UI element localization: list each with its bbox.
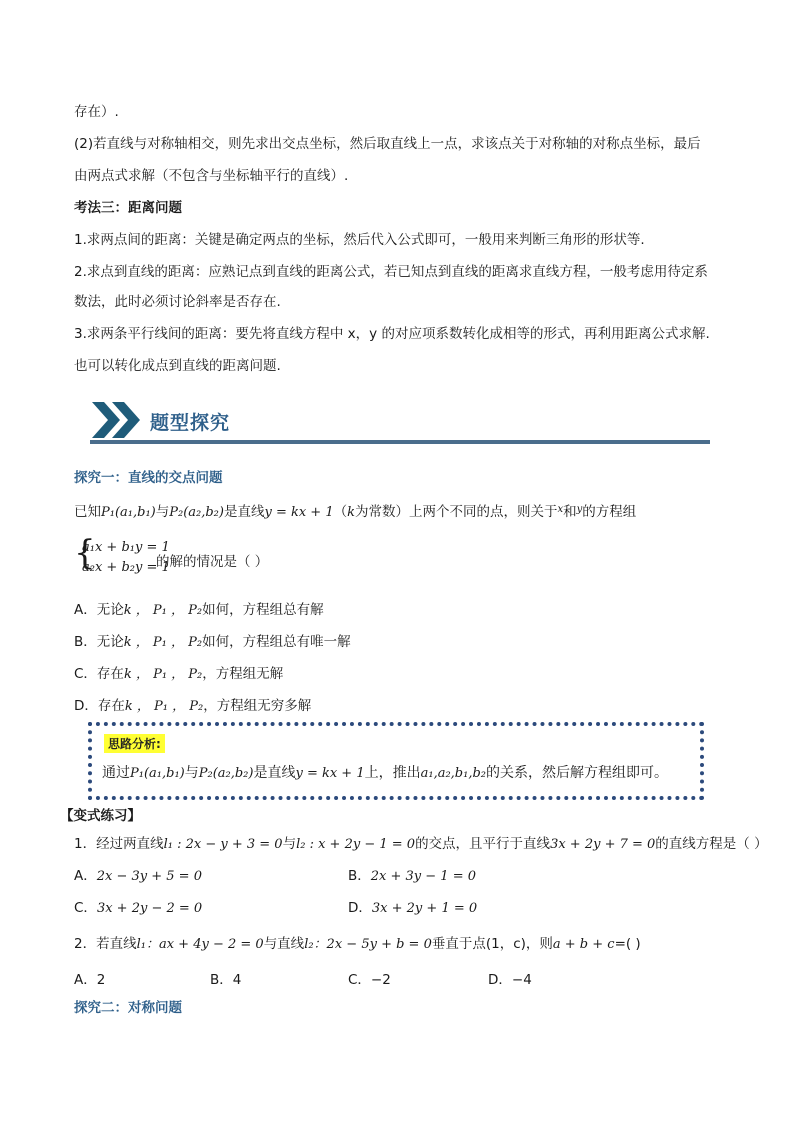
q-text: 已知 [74,504,101,520]
option-label: D． [348,900,372,916]
banner-rule [90,440,710,444]
hint-fragment: 是直线 [253,765,296,781]
explore1-question [74,500,636,523]
line-l2: l₂ : x + 2y − 1 = 0 [296,837,416,852]
option-label: B． [348,868,371,884]
line-equation: y = kx + 1 [264,505,334,520]
q2-option-d: D．−4 [488,972,532,988]
option-label: C． [74,900,97,916]
variant-q2 [74,934,641,955]
option-eq: 2x − 3y + 5 = 0 [96,869,202,884]
q1-text: 与 [282,836,297,852]
option-text: 如何，方程组总有解 [202,602,324,618]
option-text: 如何，方程组总有唯一解 [202,634,351,650]
point-p1: P₁(a₁,b₁) [101,505,156,520]
q2-text: 与直线 [263,936,305,952]
q1-option-a [74,866,202,887]
hint-vars: a₁,a₂,b₁,b₂ [420,766,486,781]
method3-p3a: 3.求两条平行线间的距离：要先将直线方程中 x，y 的对应项系数转化成相等的形式，再利用距离公式求解. [74,326,710,342]
q-text: 的方程组 [582,504,637,520]
q-text: 与 [155,504,170,520]
system-eq-2: a₂x + b₂y = 1 [82,560,170,575]
option-vars: k ， P₁ ， P₂ [124,699,204,714]
q-text: （ [333,504,348,520]
intro-line-3: 由两点式求解（不包含与坐标轴平行的直线）. [74,168,349,184]
system-question-tail: 的解的情况是（ ） [156,554,269,570]
hint-fragment: 与 [184,765,199,781]
hint-label: 思路分析: [104,734,165,753]
q-text: 为常数）上两个不同的点，则关于 [355,504,558,520]
hint-fragment: 通过 [102,765,130,781]
method3-p2a: 2.求点到直线的距离：应熟记点到直线的距离公式，若已知点到直线的距离求直线方程，一般考虑用待定系 [74,264,708,280]
method3-p1: 1.求两点间的距离：关键是确定两点的坐标，然后代入公式即可，一般用来判断三角形的形状等. [74,232,645,248]
hint-fragment: 上，推出 [364,765,421,781]
q1-text: 的交点，且平行于直线 [415,836,551,852]
var-k: k [347,505,355,520]
sum-expr: a + b + c [552,937,615,952]
point-p2: P₂(a₂,b₂) [169,505,224,520]
option-vars: k ， P₁ ， P₂ [123,635,203,650]
q2-option-c: C．−2 [348,972,391,988]
option-label: B．无论 [74,634,124,650]
option-text: ，方程组无穷多解 [203,698,312,714]
line-l3: 3x + 2y + 7 = 0 [550,837,656,852]
line-l1: l₁：ax + 4y − 2 = 0 [136,937,264,952]
option-label: A．无论 [74,602,124,618]
intro-line-1: 存在）. [74,104,119,120]
method3-p3b: 也可以转化成点到直线的距离问题. [74,358,281,374]
variant-q1 [74,834,768,855]
point-p2: P₂(a₂,b₂) [198,766,254,781]
line-equation: y = kx + 1 [295,766,365,781]
variant-heading: 【变式练习】 [60,808,141,824]
option-text: ，方程组无解 [202,666,284,682]
intro-line-2: (2)若直线与对称轴相交，则先求出交点坐标，然后取直线上一点，求该点关于对称轴的对称点坐标，最后 [74,136,701,152]
q1-option-b [348,866,476,887]
option-label: D．存在 [74,698,125,714]
brace: { [74,533,96,573]
hint-text [102,762,668,782]
q1-text: 的直线方程是（ ） [655,836,768,852]
q2-text: =( ) [614,936,641,952]
q1-option-d [348,898,477,919]
option-vars: k ， P₁ ， P₂ [123,667,203,682]
option-eq: 3x + 2y − 2 = 0 [96,901,203,916]
q2-option-a: A．2 [74,972,106,988]
explore2-heading: 探究二：对称问题 [74,1000,182,1016]
q2-text: 垂直于点(1，c)，则 [431,936,553,952]
q2-option-b: B．4 [210,972,242,988]
q1-text: 1．经过两直线 [74,836,164,852]
q-text: 和 [563,504,577,520]
method3-heading: 考法三：距离问题 [74,200,182,216]
method3-p2b: 数法，此时必须讨论斜率是否存在. [74,294,281,310]
hint-fragment: 的关系，然后解方程组即可。 [486,765,668,781]
option-a [74,600,324,621]
option-eq: 2x + 3y − 1 = 0 [370,869,476,884]
option-d [74,696,311,717]
option-b [74,632,351,653]
option-label: A． [74,868,97,884]
var-y: y [576,504,583,515]
system-eq-1: a₁x + b₁y = 1 [82,540,170,555]
banner-title: 题型探究 [150,412,231,434]
var-x: x [557,504,564,515]
double-chevron-icon [90,400,144,440]
hint-box [88,722,704,800]
option-vars: k ， P₁ ， P₂ [123,603,203,618]
point-p1: P₁(a₁,b₁) [130,766,185,781]
option-label: C．存在 [74,666,124,682]
line-l2: l₂：2x − 5y + b = 0 [304,937,432,952]
option-eq: 3x + 2y + 1 = 0 [371,901,478,916]
explore1-heading: 探究一：直线的交点问题 [74,470,223,486]
q1-option-c [74,898,202,919]
q-text: 是直线 [223,504,265,520]
line-l1: l₁ : 2x − y + 3 = 0 [163,837,283,852]
q2-text: 2．若直线 [74,936,137,952]
section-banner [90,398,710,448]
option-c [74,664,283,685]
